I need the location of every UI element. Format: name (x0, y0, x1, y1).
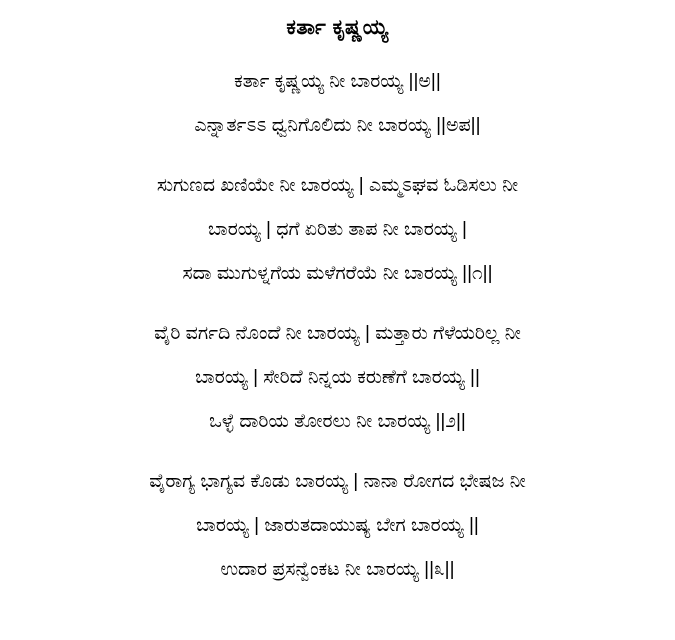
lyric-line: ವೈರಿ ವರ್ಗದಿ ನೊಂದೆ ನೀ ಬಾರಯ್ಯ | ಮತ್ತಾರು ಗೆಳೆಯರಿಲ್ಲ ನೀ (154, 323, 521, 344)
lyric-line: ಬಾರಯ್ಯ | ಸೇರಿದೆ ನಿನ್ನಯ ಕರುಣೆಗೆ ಬಾರಯ್ಯ || (195, 367, 480, 388)
lyric-line: ಕರ್ತಾ ಕೃಷ್ಣಯ್ಯ ನೀ ಬಾರಯ್ಯ ||ಅ|| (234, 71, 441, 92)
lyric-line: ಬಾರಯ್ಯ | ಜಾರುತದಾಯುಷ್ಯ ಬೇಗ ಬಾರಯ್ಯ || (196, 515, 479, 536)
lyric-line: ಸುಗುಣದ ಖಣಿಯೇ ನೀ ಬಾರಯ್ಯ | ಎಮ್ಮಽಘವ ಓಡಿಸಲು ನೀ (156, 175, 519, 196)
lyric-line: ಸದಾ ಮುಗುಳ್ನಗೆಯ ಮಳೆಗರೆಯೆ ನೀ ಬಾರಯ್ಯ ||೧|| (182, 263, 493, 284)
stanza-2-section (30, 312, 645, 444)
lyric-line: ಒಳ್ಳೆ ದಾರಿಯ ತೋರಲು ನೀ ಬಾರಯ್ಯ ||೨|| (209, 411, 466, 432)
lyric-line: ಬಾರಯ್ಯ | ಧಗೆ ಏರಿತು ತಾಪ ನೀ ಬಾರಯ್ಯ | (208, 219, 467, 240)
stanza-3-section (30, 460, 645, 592)
pallavi-section (30, 60, 645, 148)
lyric-line: ವೈರಾಗ್ಯ ಭಾಗ್ಯವ ಕೊಡು ಬಾರಯ್ಯ | ನಾನಾ ರೋಗದ ಭೇಷಜ ನೀ (149, 471, 526, 492)
stanza-1-section (30, 164, 645, 296)
lyric-line: ಎನ್ನಾರ್ತಽಽ ಧ್ವನಿಗೊಲಿದು ನೀ ಬಾರಯ್ಯ ||ಅಪ|| (194, 115, 481, 136)
page-title: ಕರ್ತಾ ಕೃಷ್ಣಯ್ಯ (286, 16, 389, 39)
lyric-line: ಉದಾರ ಪ್ರಸನ್ವೆಂಕಟ ನೀ ಬಾರಯ್ಯ ||೩|| (220, 559, 455, 580)
